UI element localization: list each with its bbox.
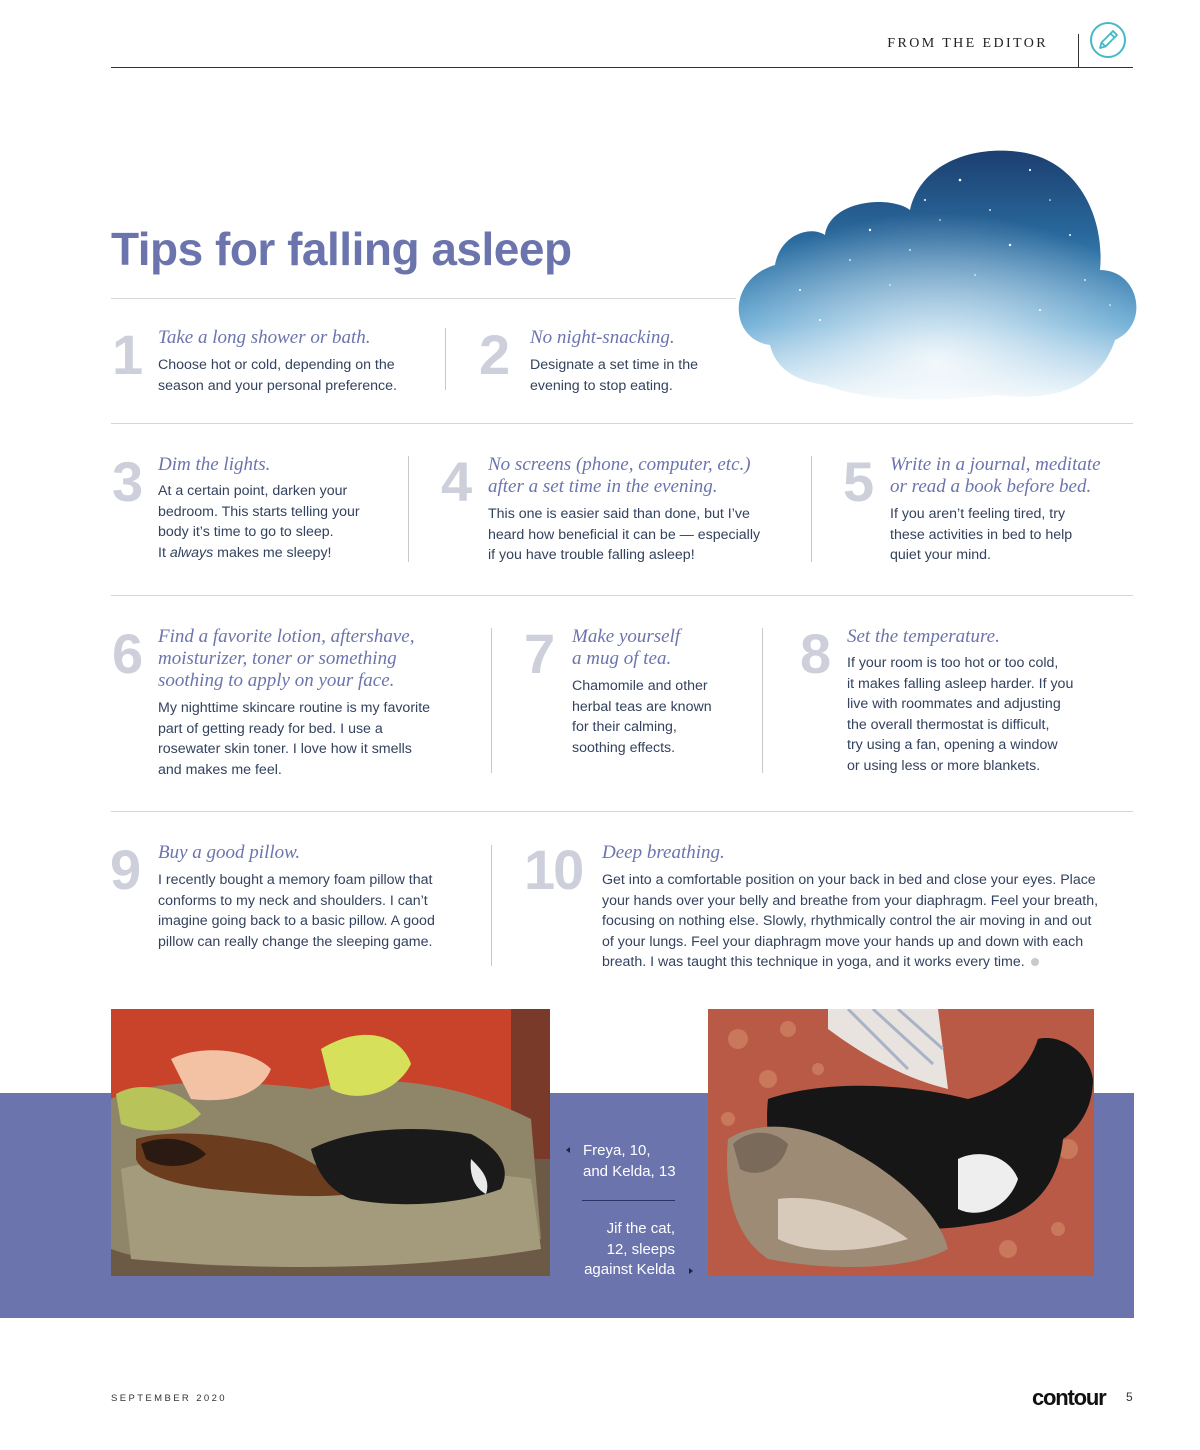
tip-heading: Set the temperature.	[847, 626, 1000, 647]
column-divider	[445, 328, 446, 390]
header-divider	[1078, 34, 1079, 68]
header-rule	[111, 67, 1133, 68]
divider-rule	[111, 595, 1133, 596]
tip-body: Get into a comfortable position on your back in bed and close your eyes. Place your hands over your belly and breathe from your diaphragm. Feel your breath, focusing on nothing else. Slowly, rhythmically control the air moving in and out of your lungs. Feel your diaphragm move your hands up and down with each breath. I was taught this technique in yoga, and it works every time.	[602, 872, 1099, 970]
tip-heading: No night-snacking.	[530, 327, 675, 348]
tip-body: Chamomile and other herbal teas are known for their calming, soothing effects.	[572, 678, 712, 756]
tip-number: 4	[441, 450, 471, 513]
section-label: FROM THE EDITOR	[887, 36, 1048, 51]
column-divider	[762, 628, 763, 773]
tip-number: 7	[524, 622, 554, 685]
tip-number: 8	[800, 622, 830, 685]
tip-body: If you aren’t feeling tired, try these activities in bed to help quiet your mind.	[890, 506, 1073, 563]
footer-date: SEPTEMBER 2020	[111, 1393, 227, 1404]
divider-rule	[111, 298, 736, 299]
tip-heading: Find a favorite lotion, aftershave, moisturizer, toner or something soothing to apply on your face.	[158, 626, 415, 691]
tip-body: Choose hot or cold, depending on the season and your personal preference.	[158, 357, 397, 394]
divider-rule	[111, 423, 1133, 424]
column-divider	[408, 456, 409, 562]
pencil-icon	[1089, 21, 1127, 59]
night-sky-cloud-illustration	[730, 140, 1140, 402]
tip-heading: Buy a good pillow.	[158, 842, 301, 863]
end-mark-icon	[1031, 958, 1039, 966]
tip-heading: Take a long shower or bath.	[158, 327, 371, 348]
caption-pointer-right	[689, 1268, 693, 1274]
tip-number: 10	[524, 838, 583, 901]
tip-body: At a certain point, darken your bedroom. This starts telling your body it’s time to go to sleep. It always makes me sleepy!	[158, 483, 360, 561]
tip-heading: Deep breathing.	[602, 842, 725, 863]
tip-number: 9	[110, 838, 140, 901]
column-divider	[491, 845, 492, 966]
tip-body: I recently bought a memory foam pillow that conforms to my neck and shoulders. I can’t imagine going back to a basic pillow. A good pillow can really change the sleeping game.	[158, 872, 435, 950]
tip-body: My nighttime skincare routine is my favorite part of getting ready for bed. I use a rosewater skin toner. I love how it smells and makes me feel.	[158, 700, 431, 778]
photo-caption-left: Freya, 10, and Kelda, 13	[583, 1142, 676, 1180]
column-divider	[491, 628, 492, 773]
page-title: Tips for falling asleep	[111, 223, 572, 275]
tip-number: 2	[479, 323, 509, 386]
brand-logo: contour	[1032, 1385, 1106, 1410]
tip-body: If your room is too hot or too cold, it makes falling asleep harder. If you live with roommates and adjusting the overall thermostat is difficult, try using a fan, opening a window or using less or more blankets.	[847, 655, 1074, 774]
tip-heading: Write in a journal, meditate or read a book before bed.	[890, 454, 1101, 497]
tip-heading: Dim the lights.	[158, 454, 271, 475]
divider-rule	[111, 811, 1133, 812]
tip-number: 5	[843, 450, 873, 513]
tip-body: This one is easier said than done, but I’ve heard how beneficial it can be — especially if you have trouble falling asleep!	[488, 506, 761, 563]
photo-caption-right: Jif the cat, 12, sleeps against Kelda	[584, 1220, 675, 1278]
caption-pointer-left	[566, 1147, 570, 1153]
tip-number: 1	[112, 323, 142, 386]
page-number: 5	[1126, 1390, 1133, 1404]
photo-cat-and-dog	[708, 1009, 1094, 1276]
column-divider	[811, 456, 812, 562]
photo-dogs-on-couch	[111, 1009, 550, 1276]
tip-number: 6	[112, 622, 142, 685]
tip-body: Designate a set time in the evening to stop eating.	[530, 357, 698, 394]
tip-heading: Make yourself a mug of tea.	[572, 626, 681, 669]
caption-divider	[582, 1200, 675, 1201]
tip-heading: No screens (phone, computer, etc.) after a set time in the evening.	[488, 454, 751, 497]
tip-number: 3	[112, 450, 142, 513]
